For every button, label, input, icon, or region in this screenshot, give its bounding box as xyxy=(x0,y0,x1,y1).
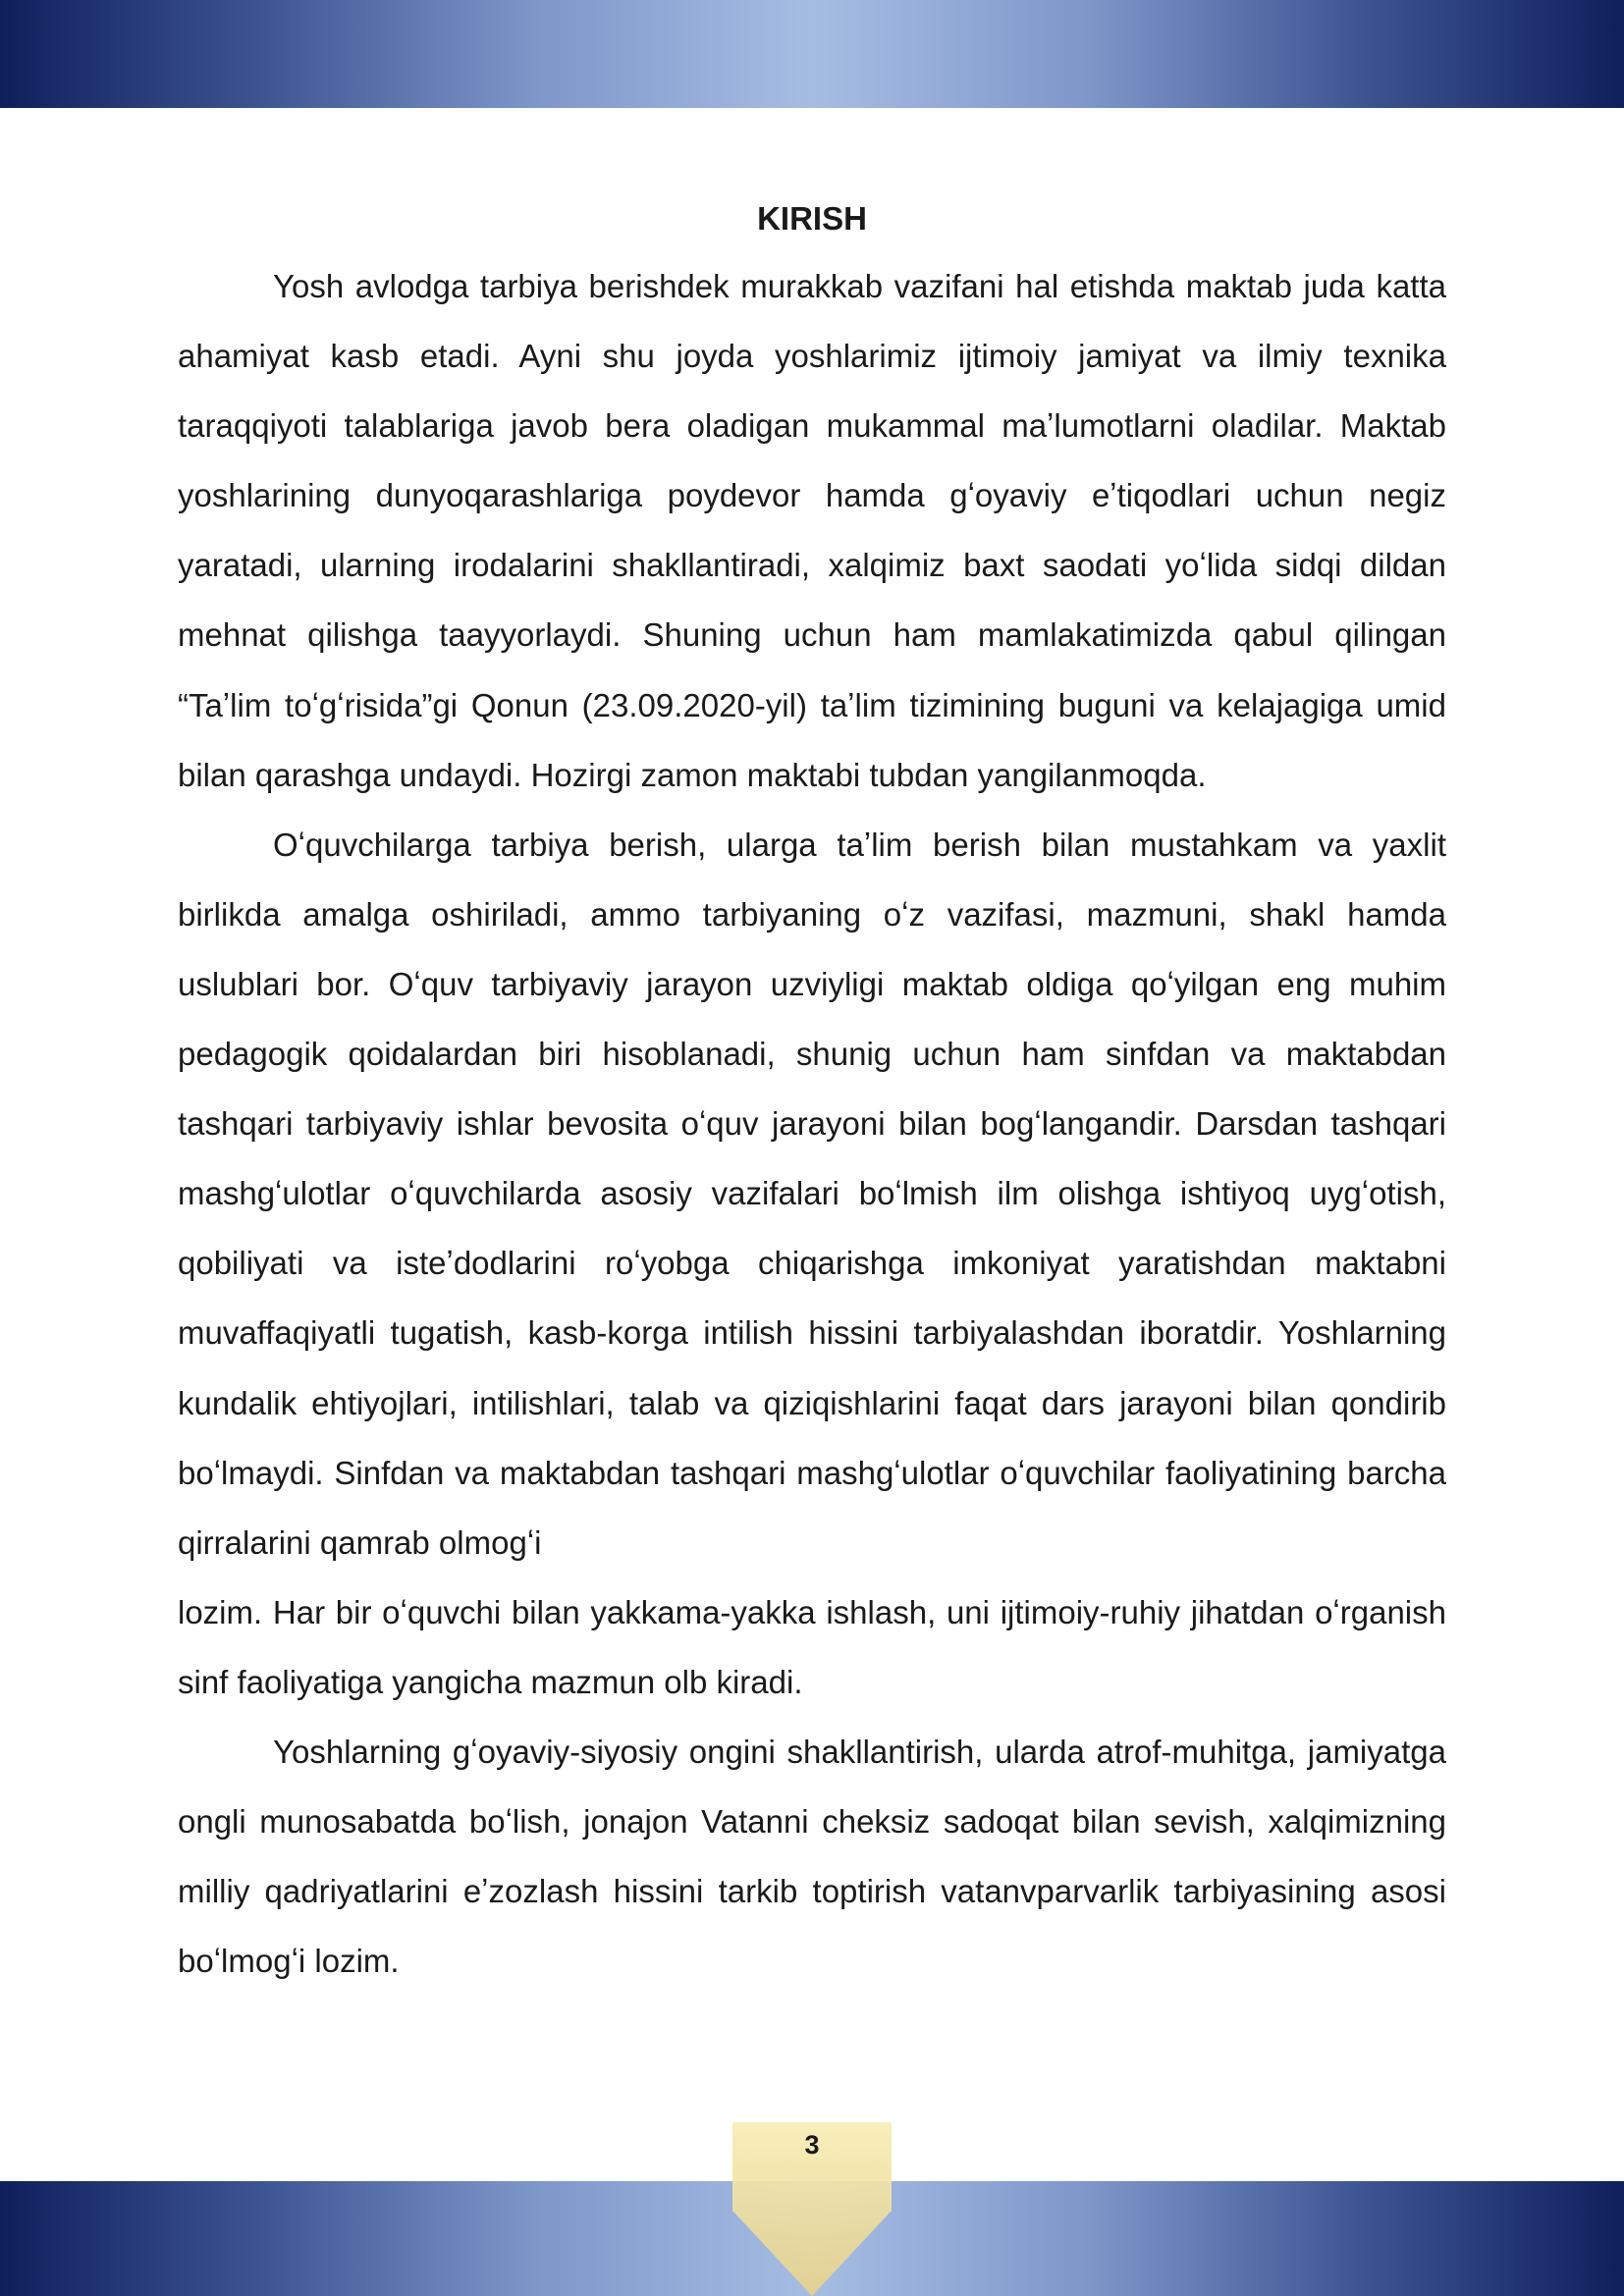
document-title: KIRISH xyxy=(757,200,867,237)
header-band xyxy=(0,0,1624,108)
paragraph-2 xyxy=(178,810,1446,1717)
document-body xyxy=(178,189,1446,1996)
paragraph-2-text: Oʻquvchilarga tarbiya berish, ularga taʼlim berish bilan mustahkam va yaxlit birlikda amalga oshiriladi, ammo tarbiyaning oʻz vazifasi, mazmuni, shakl hamda uslublari bor. Oʻquv tarbiyaviy jarayon uzviyligi maktab oldiga qoʻyilgan eng muhim pedagogik qoidalardan biri hisoblanadi, shunig uchun ham sinfdan va maktabdan tashqari tarbiyaviy ishlar bevosita oʻquv jarayoni bilan bogʻlangandir. Darsdan tashqari mashgʻulotlar oʻquvchilarda asosiy vazifalari boʻlmish ilm olishga ishtiyoq uygʻotish, qobiliyati va isteʼdodlarini roʻyobga chiqarishga imkoniyat yaratishdan maktabni muvaffaqiyatli tugatish, kasb-korga intilish hissini tarbiyalashdan iboratdir. Yoshlarning kundalik ehtiyojlari, intilishlari, talab va qiziqishlarini faqat dars jarayoni bilan qondirib boʻlmaydi. Sinfdan va maktabdan tashqari mashgʻulotlar oʻquvchilar faoliyatining barcha qirralarini qamrab olmogʻi xyxy=(178,826,1446,1561)
paragraph-1: Yosh avlodga tarbiya berishdek murakkab vazifani hal etishda maktab juda katta ahamiyat kasb etadi. Ayni shu joyda yoshlarimiz ijtimoiy jamiyat va ilmiy texnika taraqqiyoti talablariga javob bera oladigan mukammal maʼlumotlarni oladilar. Maktab yoshlarining dunyoqarashlariga poydevor hamda gʻoyaviy eʼtiqodlari uchun negiz yaratadi, ularning irodalarini shakllantiradi, xalqimiz baxt saodati yoʻlida sidqi dildan mehnat qilishga taayyorlaydi. Shuning uchun ham mamlakatimizda qabul qilingan “Taʼlim toʻgʻrisida”gi Qonun (23.09.2020-yil) taʼlim tizimining buguni va kelajagiga umid bilan qarashga undaydi. Hozirgi zamon maktabi tubdan yangilanmoqda. xyxy=(178,268,1446,793)
paragraph-3: Yoshlarning gʻoyaviy-siyosiy ongini shakllantirish, ularda atrof-muhitga, jamiyatga ongli munosabatda boʻlish, jonajon Vatanni cheksiz sadoqat bilan sevish, xalqimizning milliy qadriyatlarini eʼzozlash hissini tarkib toptirish vatanvparvarlik tarbiyasining asosi boʻlmogʻi lozim. xyxy=(178,1733,1446,1980)
paragraph-2-continuation: lozim. Har bir oʻquvchi bilan yakkama-yakka ishlash, uni ijtimoiy-ruhiy jihatdan oʻrganish sinf faoliyatiga yangicha mazmun olb kiradi. xyxy=(178,1593,1446,1700)
page-number: 3 xyxy=(804,2130,820,2160)
